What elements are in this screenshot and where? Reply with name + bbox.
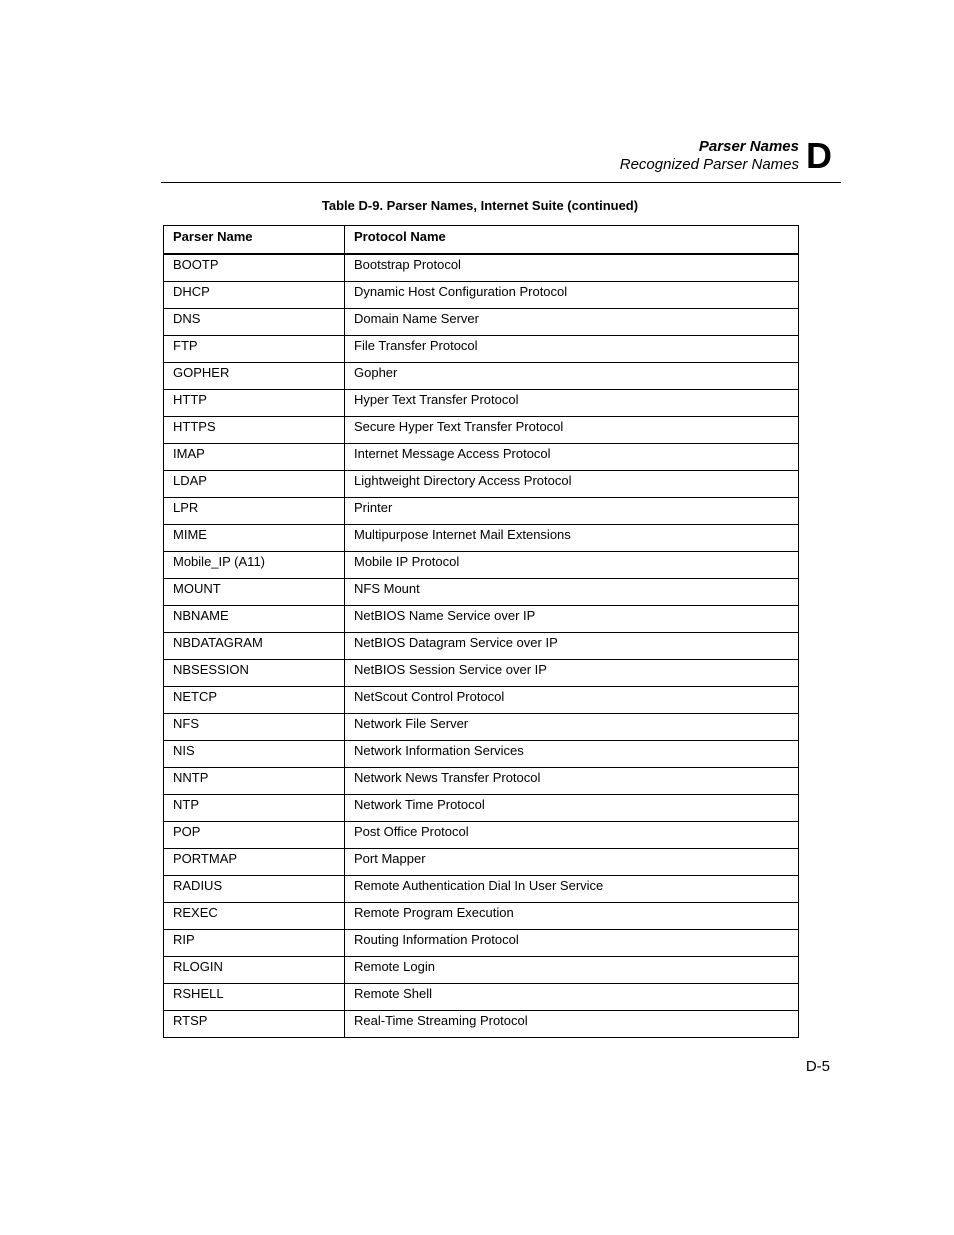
cell-parser-name: NTP xyxy=(164,795,345,822)
table-row xyxy=(164,876,799,903)
header-section-title: Parser Names xyxy=(698,138,799,155)
cell-protocol-name: NetBIOS Datagram Service over IP xyxy=(345,633,799,660)
table-row xyxy=(164,363,799,390)
cell-parser-name: HTTPS xyxy=(164,417,345,444)
cell-parser-name: POP xyxy=(164,822,345,849)
cell-parser-name: NIS xyxy=(164,741,345,768)
cell-parser-name: LDAP xyxy=(164,471,345,498)
cell-protocol-name: Bootstrap Protocol xyxy=(345,254,799,282)
table-row xyxy=(164,849,799,876)
cell-protocol-name: Network News Transfer Protocol xyxy=(345,768,799,795)
table-row xyxy=(164,1011,799,1038)
table-row xyxy=(164,471,799,498)
cell-protocol-name: Network Time Protocol xyxy=(345,795,799,822)
table-row xyxy=(164,525,799,552)
table-row xyxy=(164,822,799,849)
table-row xyxy=(164,254,799,282)
cell-parser-name: Mobile_IP (A11) xyxy=(164,552,345,579)
header-divider xyxy=(161,182,841,183)
cell-protocol-name: Mobile IP Protocol xyxy=(345,552,799,579)
cell-parser-name: MIME xyxy=(164,525,345,552)
running-header xyxy=(500,138,799,174)
cell-parser-name: RIP xyxy=(164,930,345,957)
cell-parser-name: RTSP xyxy=(164,1011,345,1038)
table-row xyxy=(164,498,799,525)
cell-parser-name: NBDATAGRAM xyxy=(164,633,345,660)
cell-protocol-name: File Transfer Protocol xyxy=(345,336,799,363)
table-row xyxy=(164,309,799,336)
table-row xyxy=(164,903,799,930)
cell-protocol-name: Domain Name Server xyxy=(345,309,799,336)
cell-protocol-name: Remote Authentication Dial In User Service xyxy=(345,876,799,903)
cell-parser-name: RLOGIN xyxy=(164,957,345,984)
cell-parser-name: DHCP xyxy=(164,282,345,309)
table-row xyxy=(164,741,799,768)
cell-parser-name: NETCP xyxy=(164,687,345,714)
table-row xyxy=(164,957,799,984)
cell-protocol-name: Dynamic Host Configuration Protocol xyxy=(345,282,799,309)
cell-protocol-name: Port Mapper xyxy=(345,849,799,876)
cell-parser-name: GOPHER xyxy=(164,363,345,390)
table-row xyxy=(164,660,799,687)
cell-protocol-name: Lightweight Directory Access Protocol xyxy=(345,471,799,498)
cell-protocol-name: Hyper Text Transfer Protocol xyxy=(345,390,799,417)
cell-protocol-name: Real-Time Streaming Protocol xyxy=(345,1011,799,1038)
cell-parser-name: REXEC xyxy=(164,903,345,930)
cell-parser-name: NFS xyxy=(164,714,345,741)
table-row xyxy=(164,687,799,714)
cell-parser-name: HTTP xyxy=(164,390,345,417)
cell-protocol-name: Remote Program Execution xyxy=(345,903,799,930)
table-row xyxy=(164,552,799,579)
cell-parser-name: NNTP xyxy=(164,768,345,795)
table-row xyxy=(164,930,799,957)
cell-parser-name: NBSESSION xyxy=(164,660,345,687)
cell-protocol-name: NetBIOS Name Service over IP xyxy=(345,606,799,633)
cell-parser-name: FTP xyxy=(164,336,345,363)
cell-protocol-name: NetScout Control Protocol xyxy=(345,687,799,714)
header-subsection-title: Recognized Parser Names xyxy=(619,156,799,173)
cell-parser-name: IMAP xyxy=(164,444,345,471)
cell-parser-name: BOOTP xyxy=(164,254,345,282)
table-row xyxy=(164,282,799,309)
table-body xyxy=(164,254,799,1038)
table-row xyxy=(164,336,799,363)
column-header-parser-name: Parser Name xyxy=(164,226,345,255)
cell-parser-name: NBNAME xyxy=(164,606,345,633)
cell-parser-name: MOUNT xyxy=(164,579,345,606)
table-row xyxy=(164,579,799,606)
table-row xyxy=(164,633,799,660)
cell-protocol-name: Multipurpose Internet Mail Extensions xyxy=(345,525,799,552)
table-row xyxy=(164,390,799,417)
table-row xyxy=(164,768,799,795)
cell-protocol-name: Secure Hyper Text Transfer Protocol xyxy=(345,417,799,444)
cell-protocol-name: Network Information Services xyxy=(345,741,799,768)
cell-protocol-name: Internet Message Access Protocol xyxy=(345,444,799,471)
cell-protocol-name: Remote Shell xyxy=(345,984,799,1011)
table-caption: Table D-9. Parser Names, Internet Suite (continued) xyxy=(321,198,639,213)
table-row xyxy=(164,795,799,822)
table-row xyxy=(164,606,799,633)
table-row xyxy=(164,984,799,1011)
cell-parser-name: RSHELL xyxy=(164,984,345,1011)
table-row xyxy=(164,714,799,741)
cell-protocol-name: Network File Server xyxy=(345,714,799,741)
table-row xyxy=(164,417,799,444)
cell-protocol-name: NetBIOS Session Service over IP xyxy=(345,660,799,687)
cell-protocol-name: Remote Login xyxy=(345,957,799,984)
cell-parser-name: LPR xyxy=(164,498,345,525)
table-row xyxy=(164,444,799,471)
cell-protocol-name: Gopher xyxy=(345,363,799,390)
cell-protocol-name: Post Office Protocol xyxy=(345,822,799,849)
column-header-protocol-name: Protocol Name xyxy=(345,226,799,255)
cell-protocol-name: NFS Mount xyxy=(345,579,799,606)
page-number: D-5 xyxy=(805,1058,830,1075)
cell-protocol-name: Routing Information Protocol xyxy=(345,930,799,957)
cell-parser-name: DNS xyxy=(164,309,345,336)
parser-names-table xyxy=(163,225,799,1038)
cell-parser-name: RADIUS xyxy=(164,876,345,903)
chapter-letter: D xyxy=(806,135,832,176)
table-header-row xyxy=(164,226,799,255)
cell-protocol-name: Printer xyxy=(345,498,799,525)
cell-parser-name: PORTMAP xyxy=(164,849,345,876)
